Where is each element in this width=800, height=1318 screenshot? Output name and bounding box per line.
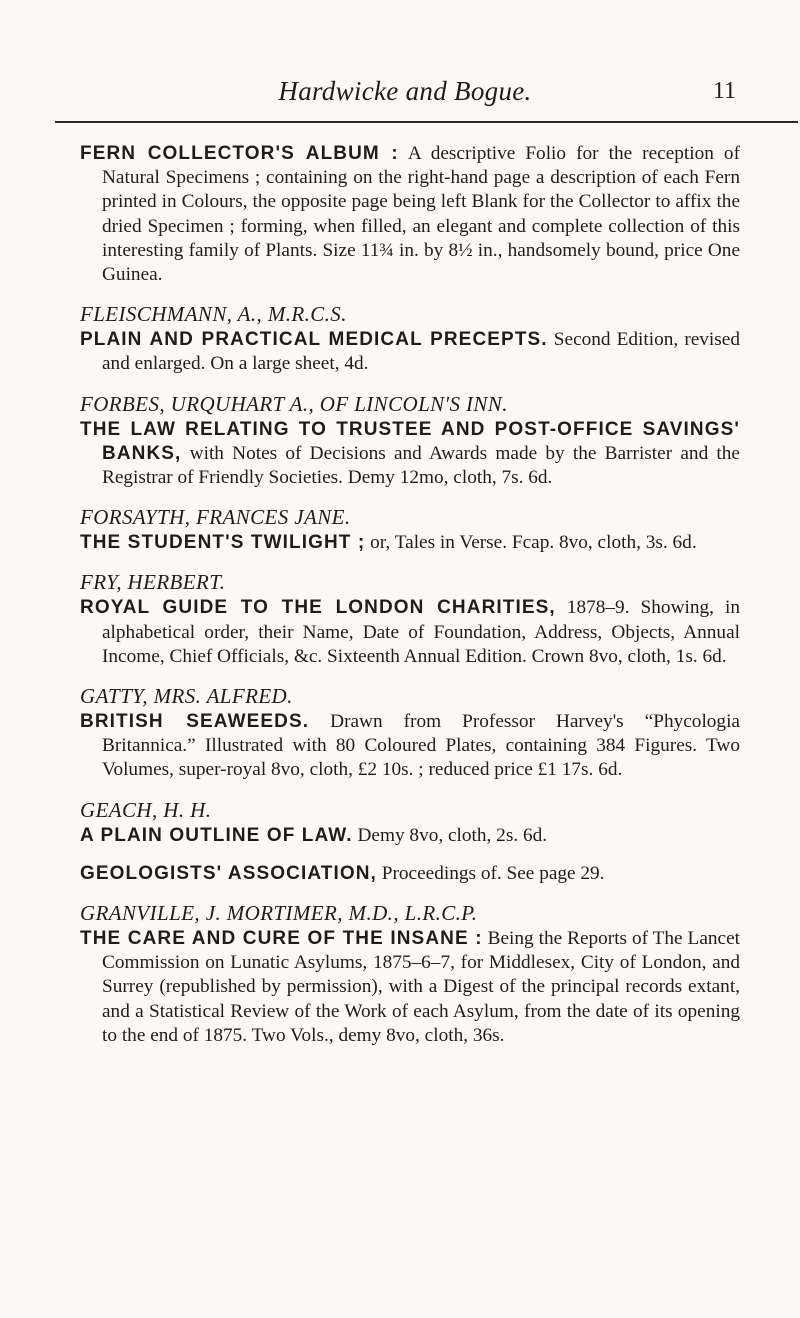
- page-header: [72, 0, 738, 118]
- entry-body: [80, 328, 740, 376]
- entry-description: Demy 8vo, cloth, 2s. 6d.: [357, 824, 548, 846]
- entry-title: THE STUDENT'S TWILIGHT ;: [80, 532, 366, 554]
- catalogue-entry: [80, 504, 740, 555]
- catalogue-entry: [80, 862, 740, 886]
- catalogue-entry: [80, 301, 740, 376]
- entry-description: Being the Reports of The Lancet Commission on Lunatic Asylums, 1875–6–7, for Middlesex, City of London, and Surrey (republished by permission), with a Digest of the principal records extant, and a Statistical Review of the Work of each Asylum, from the date of its opening to the end of 1875. Two Vols., demy 8vo, cloth, 36s.: [102, 928, 740, 1046]
- entry-author: GEACH, H. H.: [80, 797, 212, 822]
- entry-description: with Notes of Decisions and Awards made by the Barrister and the Registrar of Friendly Societies. Demy 12mo, cloth, 7s. 6d.: [102, 442, 740, 489]
- catalogue-entry: [80, 683, 740, 783]
- catalogue-entries: [80, 142, 740, 1062]
- entry-title: FERN COLLECTOR'S ALBUM :: [80, 143, 399, 164]
- entry-author: FRY, HERBERT.: [80, 570, 226, 595]
- entry-description: A descriptive Folio for the reception of Natural Specimens ; containing on the right-hand page a description of each Fern printed in Colours, the opposite page being left Blank for the Collector to affix the dried Specimen ; forming, when filled, an elegant and complete collection of this interesting family of Plants. Size 11¾ in. by 8½ in., handsomely bound, price One Guinea.: [102, 143, 740, 286]
- entry-author: GRANVILLE, J. MORTIMER, M.D., L.R.C.P.: [80, 901, 478, 926]
- entry-body: [80, 824, 740, 848]
- entry-title: A PLAIN OUTLINE OF LAW.: [80, 824, 353, 846]
- header-rule: [55, 121, 798, 123]
- entry-author: GATTY, MRS. ALFRED.: [80, 684, 293, 709]
- entry-description: Drawn from Professor Harvey's “Phycologia Britannica.” Illustrated with 80 Coloured Plates, containing 384 Figures. Two Volumes, super-royal 8vo, cloth, £2 10s. ; reduced price £1 17s. 6d.: [102, 711, 740, 781]
- entry-body: [80, 862, 740, 886]
- entry-body: [80, 596, 740, 669]
- entry-author: FORBES, URQUHART A., OF LINCOLN'S INN.: [80, 391, 508, 416]
- entry-body: [80, 418, 740, 491]
- entry-description: 1878–9. Showing, in alphabetical order, their Name, Date of Foundation, Address, Objects, Annual Income, Chief Officials, &c. Sixteenth Annual Edition. Crown 8vo, cloth, 1s. 6d.: [102, 597, 740, 667]
- entry-author: FLEISCHMANN, A., M.R.C.S.: [80, 302, 347, 327]
- entry-author: FORSAYTH, FRANCES JANE.: [80, 505, 351, 530]
- entry-title: BRITISH SEAWEEDS.: [80, 711, 310, 733]
- catalogue-entry: [80, 391, 740, 491]
- entry-title: GEOLOGISTS' ASSOCIATION,: [80, 862, 377, 884]
- entry-title: THE CARE AND CURE OF THE INSANE :: [80, 928, 483, 950]
- entry-body: [80, 531, 740, 555]
- entry-body: [80, 710, 740, 783]
- page-number: 11: [712, 78, 736, 104]
- entry-title: PLAIN AND PRACTICAL MEDICAL PRECEPTS.: [80, 329, 548, 351]
- catalogue-entry: [80, 142, 740, 287]
- catalogue-entry: [80, 900, 740, 1048]
- entry-title: THE LAW RELATING TO TRUSTEE AND POST-OFFICE SAVINGS' BANKS,: [80, 418, 740, 464]
- entry-description: Second Edition, revised and enlarged. On a large sheet, 4d.: [102, 329, 740, 375]
- catalogue-entry: [80, 569, 740, 669]
- entry-description: Proceedings of. See page 29.: [381, 862, 605, 884]
- entry-description: or, Tales in Verse. Fcap. 8vo, cloth, 3s. 6d.: [370, 532, 697, 554]
- entry-title: ROYAL GUIDE TO THE LONDON CHARITIES,: [80, 597, 556, 619]
- catalogue-entry: [80, 797, 740, 848]
- running-title: Hardwicke and Bogue.: [278, 76, 532, 106]
- entry-body: [80, 927, 740, 1048]
- entry-body: [80, 142, 740, 287]
